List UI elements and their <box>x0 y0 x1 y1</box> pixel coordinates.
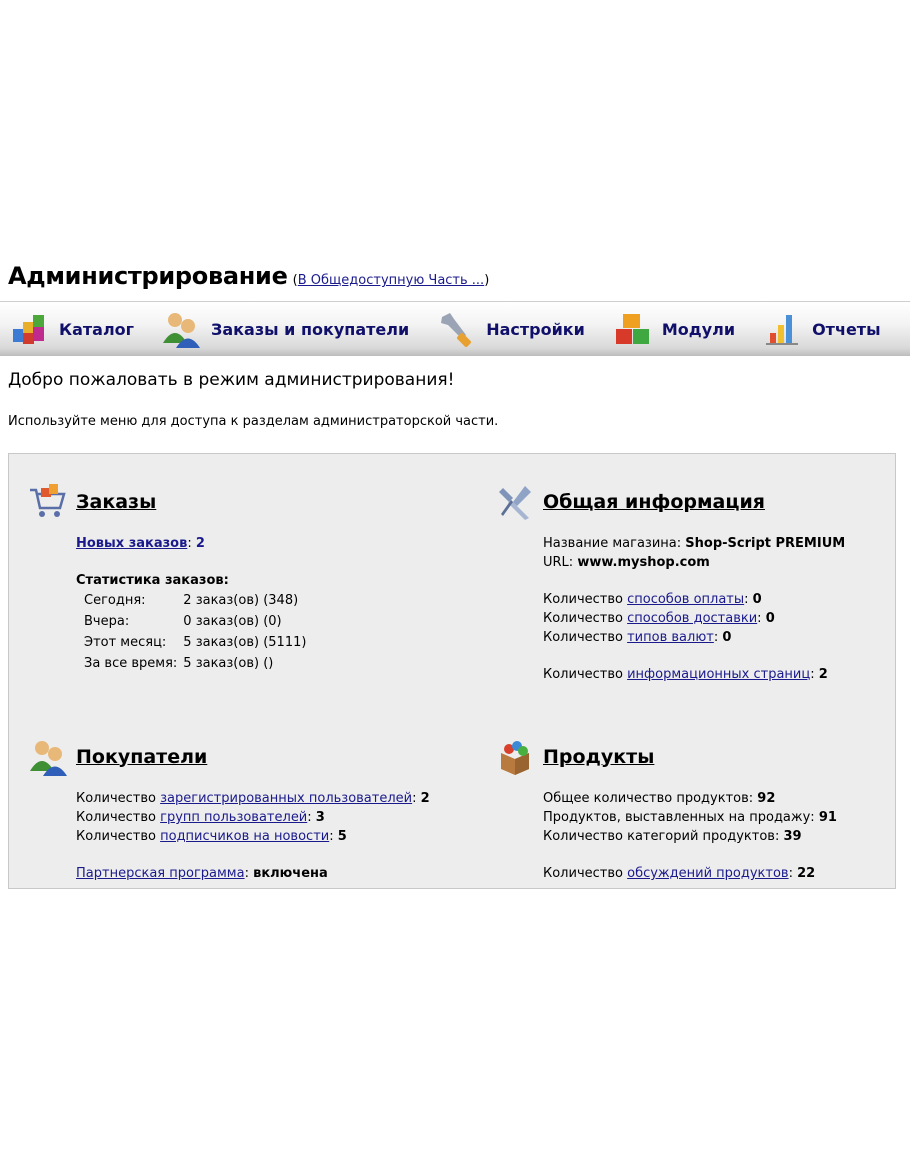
user-groups-line: Количество групп пользователей: 3 <box>76 810 325 825</box>
users-icon <box>28 737 68 777</box>
page-header <box>8 262 908 290</box>
qty-label: Количество <box>76 791 156 806</box>
table-row <box>82 653 310 674</box>
products-heading <box>543 737 893 777</box>
stat-value: 5 заказ(ов) () <box>183 656 274 671</box>
affiliate-status: включена <box>253 866 328 881</box>
spacer <box>543 647 893 665</box>
registered-users-link[interactable]: зарегистрированных пользователей <box>160 791 413 806</box>
reports-icon <box>762 309 802 349</box>
orders-stats-table <box>82 590 310 674</box>
customers-icon <box>161 309 201 349</box>
currency-types-link[interactable]: типов валют <box>627 630 714 645</box>
affiliate-link[interactable]: Партнерская программа <box>76 866 245 881</box>
modules-icon <box>612 309 652 349</box>
stat-label: Сегодня: <box>84 593 146 608</box>
spacer <box>76 846 496 864</box>
stat-value: 0 заказ(ов) (0) <box>183 614 282 629</box>
url-label: URL: <box>543 555 574 570</box>
categories-value: 39 <box>783 829 802 844</box>
qty-label: Количество <box>543 611 623 626</box>
products-total-line <box>543 789 893 808</box>
categories-line <box>543 827 893 846</box>
shipping-methods-line: Количество способов доставки: 0 <box>543 611 775 626</box>
payment-methods-link[interactable]: способов оплаты <box>627 592 745 607</box>
qty-label: Количество <box>543 866 623 881</box>
customers-title-link[interactable]: Покупатели <box>76 745 208 768</box>
currency-types-count: 0 <box>722 630 732 645</box>
affiliate-line: Партнерская программа: включена <box>76 866 328 881</box>
general-info-title-link[interactable]: Общая информация <box>543 490 765 513</box>
table-row <box>82 611 310 632</box>
orders-stats-title: Статистика заказов: <box>76 573 229 588</box>
registered-users-line: Количество зарегистрированных пользователей: 2 <box>76 791 430 806</box>
tools-icon <box>495 482 535 522</box>
qty-label: Количество <box>76 829 156 844</box>
orders-title-link[interactable]: Заказы <box>76 490 157 513</box>
products-title-link[interactable]: Продукты <box>543 745 655 768</box>
user-groups-count: 3 <box>315 810 325 825</box>
box-icon <box>495 737 535 777</box>
shipping-methods-link[interactable]: способов доставки <box>627 611 758 626</box>
shopping-cart-icon <box>28 482 68 522</box>
menu-label: Отчеты <box>812 319 881 339</box>
products-for-sale-value: 91 <box>818 810 837 825</box>
public-part-link[interactable]: В Общедоступную Часть ... <box>297 273 485 288</box>
subscribers-count: 5 <box>337 829 347 844</box>
new-orders-line <box>76 534 456 553</box>
welcome-text: Добро пожаловать в режим администрирования! <box>8 370 455 390</box>
discussions-count: 22 <box>797 866 816 881</box>
currency-types-line: Количество типов валют: 0 <box>543 630 732 645</box>
spacer <box>76 553 456 571</box>
menu-label: Каталог <box>59 319 135 339</box>
products-total-label: Общее количество продуктов: <box>543 791 754 806</box>
public-part-link-wrapper <box>293 273 490 288</box>
menu-item-catalog[interactable] <box>9 309 134 349</box>
registered-users-count: 2 <box>420 791 430 806</box>
shipping-methods-count: 0 <box>765 611 775 626</box>
payment-methods-line: Количество способов оплаты: 0 <box>543 592 762 607</box>
paren-close: ) <box>484 273 490 288</box>
info-pages-count: 2 <box>818 667 828 682</box>
new-orders-link[interactable]: Новых заказов <box>76 536 188 551</box>
dashboard-panel <box>8 453 896 889</box>
info-pages-link[interactable]: информационных страниц <box>627 667 811 682</box>
paren-open: ( <box>292 273 298 288</box>
catalog-icon <box>9 309 49 349</box>
menu-item-modules[interactable] <box>612 309 735 349</box>
menu-item-settings[interactable] <box>436 309 585 349</box>
qty-label: Количество <box>76 810 156 825</box>
main-menu <box>0 301 910 356</box>
stat-label: Вчера: <box>84 614 130 629</box>
general-info-section <box>543 482 893 684</box>
menu-item-orders-customers[interactable] <box>161 309 409 349</box>
stat-value: 5 заказ(ов) (5111) <box>183 635 307 650</box>
user-groups-link[interactable]: групп пользователей <box>160 810 308 825</box>
qty-label: Количество <box>543 667 623 682</box>
menu-label: Настройки <box>486 319 585 339</box>
menu-item-reports[interactable] <box>762 309 880 349</box>
hint-text: Используйте меню для доступа к разделам администраторской части. <box>8 414 499 429</box>
products-for-sale-line <box>543 808 893 827</box>
spacer <box>543 572 893 590</box>
new-orders-count: 2 <box>195 536 205 551</box>
stat-label: За все время: <box>84 656 178 671</box>
payment-methods-count: 0 <box>752 592 762 607</box>
customers-heading <box>76 737 496 777</box>
url-value: www.myshop.com <box>577 555 710 570</box>
colon: : <box>187 536 196 551</box>
general-info-heading <box>543 482 893 522</box>
shop-name-value: Shop-Script PREMIUM <box>685 536 846 551</box>
url-line <box>543 553 893 572</box>
stat-value: 2 заказ(ов) (348) <box>183 593 299 608</box>
page-title: Администрирование <box>8 262 288 290</box>
products-total-value: 92 <box>757 791 776 806</box>
table-row <box>82 590 310 611</box>
shop-name-line <box>543 534 893 553</box>
stat-label: Этот месяц: <box>84 635 167 650</box>
products-for-sale-label: Продуктов, выставленных на продажу: <box>543 810 815 825</box>
orders-section <box>76 482 456 674</box>
menu-label: Модули <box>661 319 736 339</box>
categories-label: Количество категорий продуктов: <box>543 829 780 844</box>
spacer <box>543 846 893 864</box>
info-pages-line: Количество информационных страниц: 2 <box>543 667 828 682</box>
menu-label: Заказы и покупатели <box>211 319 410 339</box>
orders-heading <box>76 482 456 522</box>
discussions-line: Количество обсуждений продуктов: 22 <box>543 866 816 881</box>
discussions-link[interactable]: обсуждений продуктов <box>627 866 789 881</box>
customers-section <box>76 737 496 883</box>
wrench-icon <box>436 309 476 349</box>
subscribers-link[interactable]: подписчиков на новости <box>160 829 330 844</box>
products-section <box>543 737 893 883</box>
table-row <box>82 632 310 653</box>
shop-name-label: Название магазина: <box>543 536 682 551</box>
subscribers-line: Количество подписчиков на новости: 5 <box>76 829 347 844</box>
qty-label: Количество <box>543 592 623 607</box>
qty-label: Количество <box>543 630 623 645</box>
